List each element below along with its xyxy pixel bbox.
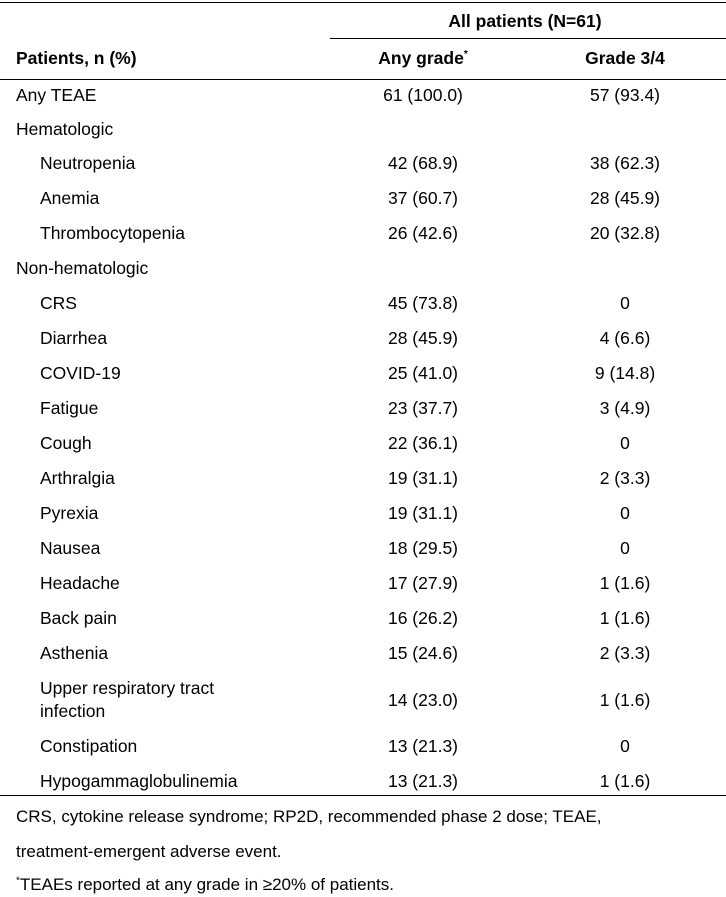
abbrev-footnote-line1: CRS, cytokine release syndrome; RP2D, recommended phase 2 dose; TEAE, [16,807,602,826]
asterisk-marker: * [16,875,20,887]
row-label: Asthenia [40,643,109,663]
grade34-value: 0 [620,293,630,313]
grade34-value: 9 (14.8) [594,363,656,383]
any-grade-value: 45 (73.8) [387,293,459,313]
row-label: Hypogammaglobulinemia [40,771,238,791]
row-label: Non-hematologic [16,258,149,278]
row-label: COVID-19 [40,363,121,383]
row-label: Arthralgia [40,468,115,488]
any-grade-value: 16 (26.2) [387,608,459,628]
grade34-value: 28 (45.9) [589,188,661,208]
any-grade-value: 25 (41.0) [387,363,459,383]
row-label: CRS [40,293,77,313]
row-label: Back pain [40,608,117,628]
any-grade-value: 28 (45.9) [387,328,459,348]
any-grade-value: 14 (23.0) [387,690,459,710]
row-label: Pyrexia [40,503,99,523]
grade34-value: 0 [620,503,630,523]
any-grade-value: 13 (21.3) [387,771,459,791]
grade34-value: 57 (93.4) [589,85,661,105]
any-grade-value: 37 (60.7) [387,188,459,208]
any-grade-value: 26 (42.6) [387,223,459,243]
grade34-value: 4 (6.6) [599,328,651,348]
grade34-value: 1 (1.6) [599,573,651,593]
any-grade-value: 23 (37.7) [387,398,459,418]
grade34-value: 20 (32.8) [589,223,661,243]
header-rule [0,79,726,80]
row-header: Patients, n (%) [16,48,137,68]
group-rule [330,38,726,39]
row-label: Diarrhea [40,328,108,348]
row-label: Hematologic [16,119,114,139]
row-label: Fatigue [40,398,99,418]
grade34-header: Grade 3/4 [585,48,665,68]
group-header: All patients (N=61) [448,11,602,31]
grade34-value: 0 [620,736,630,756]
any-grade-value: 15 (24.6) [387,643,459,663]
row-label: Any TEAE [16,85,97,105]
any-grade-footnote-marker: * [463,49,468,61]
any-grade-value: 19 (31.1) [387,468,459,488]
row-label: Thrombocytopenia [40,223,185,243]
row-label: Upper respiratory tract [40,678,215,698]
row-label: Neutropenia [40,153,136,173]
grade34-value: 1 (1.6) [599,771,651,791]
grade34-value: 3 (4.9) [599,398,651,418]
any-grade-value: 18 (29.5) [387,538,459,558]
asterisk-footnote [16,875,394,895]
grade34-value: 2 (3.3) [599,468,651,488]
any-grade-value: 17 (27.9) [387,573,459,593]
row-label: Constipation [40,736,138,756]
bottom-rule [0,795,726,796]
any-grade-value: 61 (100.0) [383,85,463,105]
any-grade-value: 42 (68.9) [387,153,459,173]
row-label: Cough [40,433,92,453]
grade34-value: 0 [620,433,630,453]
any-grade-header [298,48,548,69]
grade34-value: 2 (3.3) [599,643,651,663]
row-label: Headache [40,573,120,593]
abbrev-footnote-line2: treatment-emergent adverse event. [16,842,282,861]
any-grade-header-label: Any grade [378,48,464,68]
any-grade-value: 13 (21.3) [387,736,459,756]
grade34-value: 1 (1.6) [599,690,651,710]
grade34-value: 38 (62.3) [589,153,661,173]
any-grade-value: 22 (36.1) [387,433,459,453]
row-label: Nausea [40,538,101,558]
asterisk-footnote-text: TEAEs reported at any grade in ≥20% of patients. [19,875,395,894]
any-grade-value: 19 (31.1) [387,503,459,523]
top-rule [0,2,726,3]
grade34-value: 0 [620,538,630,558]
row-label-continued: infection [40,701,106,721]
row-label: Anemia [40,188,100,208]
grade34-value: 1 (1.6) [599,608,651,628]
